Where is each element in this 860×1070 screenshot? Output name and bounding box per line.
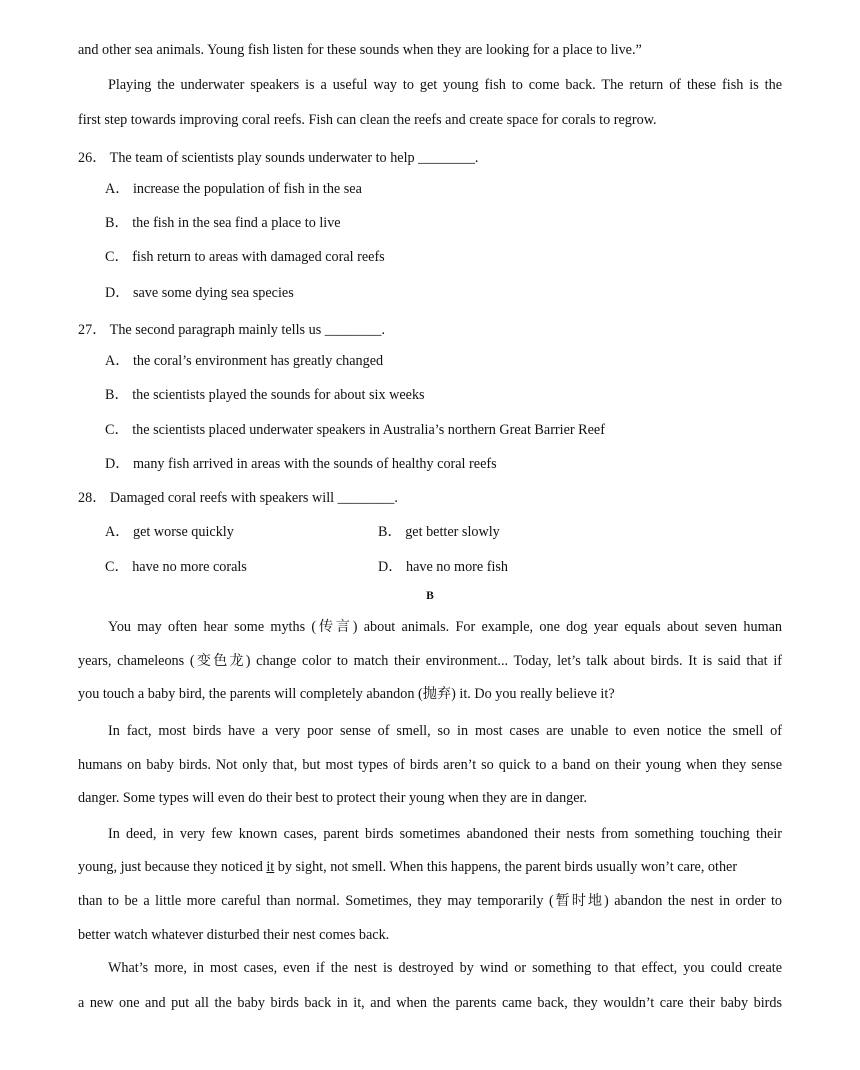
text-fragment: by sight, not smell. When this happens, the parent birds usually won’t care, other xyxy=(274,859,738,875)
passage-b-line: You may often hear some myths (传言) about animals. For example, one dog year equals about seven human xyxy=(108,619,782,635)
question-option: A． get worse quickly xyxy=(105,524,234,540)
text-fragment: young, just because they noticed xyxy=(78,859,263,875)
question-option: B． the scientists played the sounds for about six weeks xyxy=(105,387,425,403)
question-option: B． the fish in the sea find a place to live xyxy=(105,215,341,231)
passage-b-line: humans on baby birds. Not only that, but most types of birds aren’t so quick to a band on their young when they sense xyxy=(78,757,782,773)
question-stem: 27． The second paragraph mainly tells us ________. xyxy=(78,322,386,338)
passage-b-line: better watch whatever disturbed their nest comes back. xyxy=(78,927,390,943)
question-option: C． fish return to areas with damaged coral reefs xyxy=(105,249,385,265)
passage-b-line: In deed, in very few known cases, parent birds sometimes abandoned their nests from something touching their xyxy=(108,826,782,842)
passage-b-line: you touch a baby bird, the parents will completely abandon (抛弃) it. Do you really believe it? xyxy=(78,686,615,702)
question-option: D． have no more fish xyxy=(378,559,509,575)
passage-b-line-with-underline xyxy=(78,858,782,876)
passage-b-line: a new one and put all the baby birds back in it, and when the parents came back, they wouldn’t care their baby birds xyxy=(78,995,782,1011)
section-heading: B xyxy=(426,590,434,602)
passage-b-line: years, chameleons (变色龙) change color to match their environment... Today, let’s talk about birds. It is said that if xyxy=(78,653,782,669)
passage-a-line: and other sea animals. Young fish listen for these sounds when they are looking for a place to live.” xyxy=(78,42,642,58)
passage-a-line: first step towards improving coral reefs. Fish can clean the reefs and create space for corals to regrow. xyxy=(78,112,657,128)
question-option: C． have no more corals xyxy=(105,559,247,575)
question-option: A． the coral’s environment has greatly changed xyxy=(105,353,384,369)
question-option: A． increase the population of fish in the sea xyxy=(105,181,362,197)
passage-b-line: than to be a little more careful than normal. Sometimes, they may temporarily (暂时地) abandon the nest in order to xyxy=(78,893,782,909)
passage-b-line: danger. Some types will even do their best to protect their young when they are in danger. xyxy=(78,790,588,806)
question-option: C． the scientists placed underwater speakers in Australia’s northern Great Barrier Reef xyxy=(105,422,605,438)
question-stem: 28． Damaged coral reefs with speakers will ________. xyxy=(78,490,398,506)
underlined-word: it xyxy=(266,859,275,875)
question-option: D． many fish arrived in areas with the sounds of healthy coral reefs xyxy=(105,456,497,472)
passage-a-line: Playing the underwater speakers is a useful way to get young fish to come back. The return of these fish is the xyxy=(108,77,782,93)
passage-b-line: What’s more, in most cases, even if the nest is destroyed by wind or something to that effect, you could create xyxy=(108,960,782,976)
question-stem: 26． The team of scientists play sounds underwater to help ________. xyxy=(78,150,479,166)
question-option: B． get better slowly xyxy=(378,524,500,540)
passage-b-line: In fact, most birds have a very poor sense of smell, so in most cases are unable to even notice the smell of xyxy=(108,723,782,739)
question-option: D． save some dying sea species xyxy=(105,285,294,301)
